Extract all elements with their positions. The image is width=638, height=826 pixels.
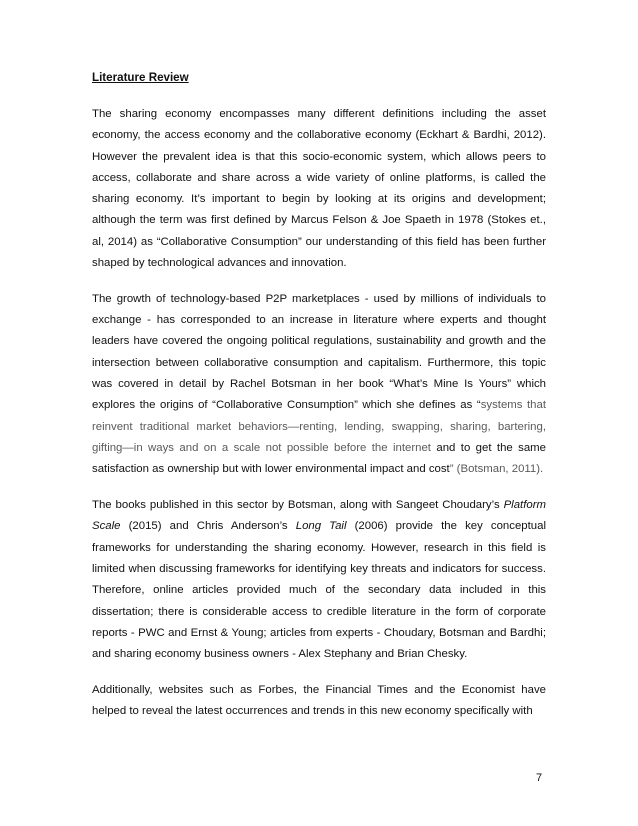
- paragraph-3-b: (2015) and Chris Anderson’s: [120, 520, 296, 533]
- book-title-long-tail: Long Tail: [295, 520, 347, 533]
- page-number: 7: [536, 772, 543, 784]
- paragraph-2-middle: and to get the same satisfaction as ownership but with lower environmental impact and cost: [92, 441, 546, 476]
- paragraph-2: [92, 289, 546, 481]
- paragraph-3: [92, 495, 546, 665]
- paragraph-3-a: The books published in this sector by Botsman, along with Sangeet Choudary’s: [92, 499, 504, 512]
- paragraph-3-c: (2006) provide the key conceptual frameworks for understanding the sharing economy. However, research in this field is limited when discussing frameworks for identifying key threats and indicators for success. Therefore, online articles provided much of the secondary data included in this dissertation; there is considerable access to credible literature in the form of corporate reports - PWC and Ernst & Young; articles from experts - Choudary, Botsman and Bardhi; and sharing economy business owners - Alex Stephany and Brian Chesky.: [92, 520, 547, 661]
- botsman-quote: systems that reinvent traditional market behaviors—renting, lending, swapping, sharing, bartering, gifting—in ways and on a scale not possible before the internet: [92, 399, 547, 454]
- botsman-citation: ” (Botsman, 2011).: [449, 463, 544, 476]
- document-page: [92, 70, 546, 737]
- paragraph-1: The sharing economy encompasses many different definitions including the asset economy, the access economy and the collaborative economy (Eckhart & Bardhi, 2012). However the prevalent idea is that this socio-economic system, which allows peers to access, collaborate and share across a wide variety of online platforms, is called the sharing economy. It’s important to begin by looking at its origins and development; although the term was first defined by Marcus Felson & Joe Spaeth in 1978 (Stokes et., al, 2014) as “Collaborative Consumption” our understanding of this field has been further shaped by technological advances and innovation.: [92, 108, 546, 270]
- paragraph-4: Additionally, websites such as Forbes, the Financial Times and the Economist have helped to reveal the latest occurrences and trends in this new economy specifically with: [92, 683, 546, 718]
- section-heading: Literature Review: [92, 71, 189, 84]
- paragraph-2-lead: The growth of technology-based P2P marketplaces - used by millions of individuals to exchange - has corresponded to an increase in literature where experts and thought leaders have covered the ongoing political regulations, sustainability and growth and the intersection between collaborative consumption and capitalism. Furthermore, this topic was covered in detail by Rachel Botsman in her book “What’s Mine Is Yours” which explores the origins of “Collaborative Consumption” which she defines as “: [92, 292, 546, 412]
- book-title-platform-scale: Platform Scale: [92, 499, 546, 533]
